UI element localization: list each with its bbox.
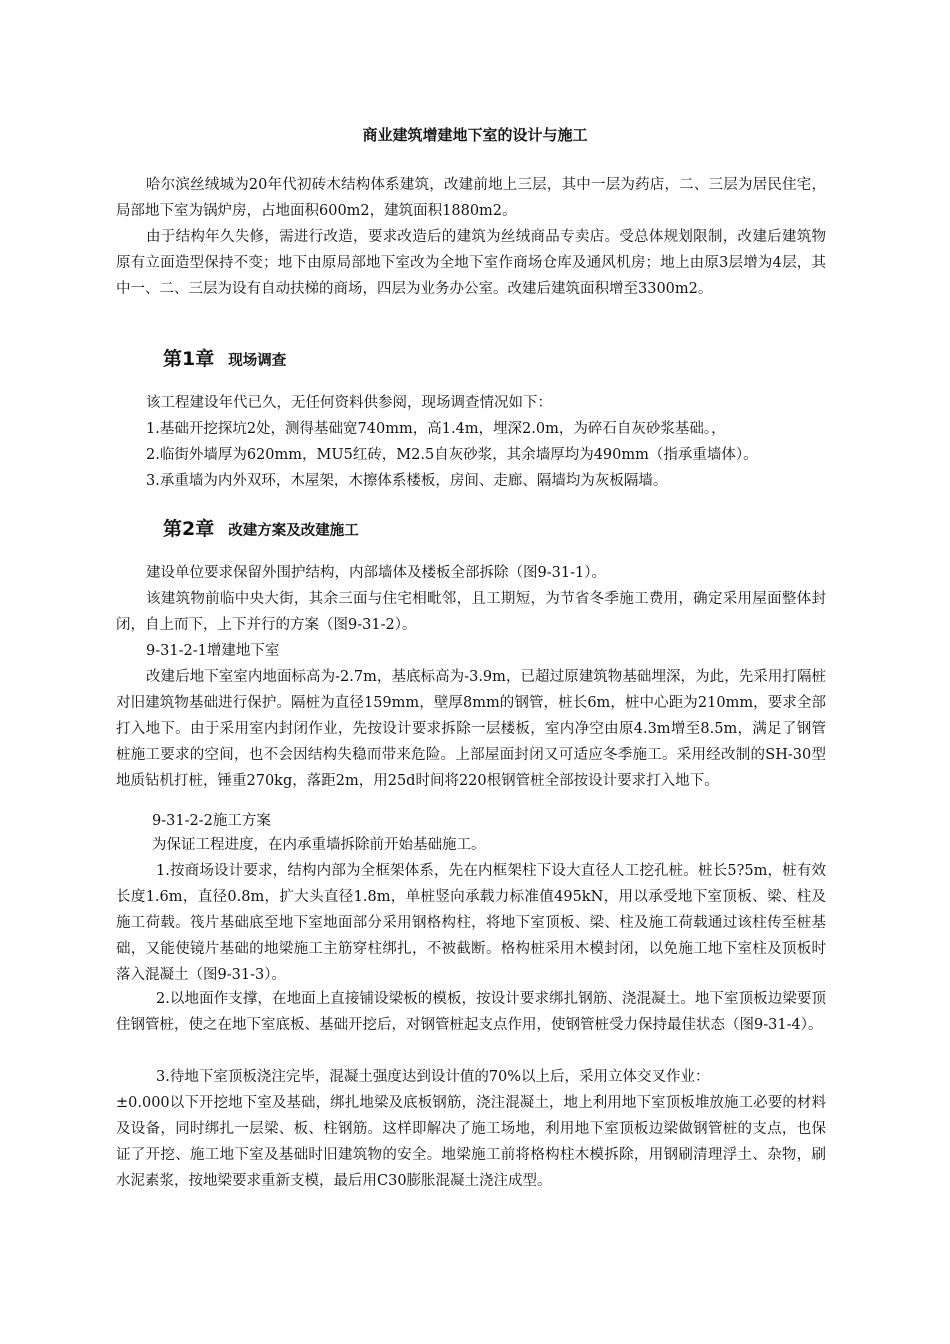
intro-paragraph-1: 哈尔滨丝绒城为20年代初砖木结构体系建筑，改建前地上三层，其中一层为药店，二、三层为居民住宅，局部地下室为锅炉房，占地面积600m2，建筑面积1880m2。 bbox=[116, 177, 826, 219]
construction-paragraph: 为保证工程进度，在内承重墙拆除前开始基础施工。 bbox=[152, 837, 486, 853]
chapter-1-title: 现场调查 bbox=[228, 353, 287, 369]
survey-item-3: 3.承重墙为内外双环，木屋架，木擦体系楼板，房间、走廊、隔墙均为灰板隔墙。 bbox=[146, 473, 668, 489]
construction-item-1: 1.按商场设计要求，结构内部为全框架体系，先在内框架柱下设大直径人工挖孔桩。桩长5?5m，桩有效长度1.6m，直径0.8m，扩大头直径1.8m，单桩竖向承载力标准值495kN，用以承受地下室顶板、梁、柱及施工荷载。筏片基础底至地下室地面部分采用钢格构柱，将地下室顶板、梁、柱及施工荷载通过该柱传至桩基础，又能使镜片基础的地梁施工主筋穿柱绑扎，不被截断。格构桩采用木模封闭，以免施工地下室柱及顶板时落入混凝土（图9-31-3）。 bbox=[116, 863, 826, 983]
basement-paragraph: 改建后地下室室内地面标高为-2.7m，基底标高为-3.9m，已超过原建筑物基础埋深，为此，先采用打隔桩对旧建筑物基础进行保护。隔桩为直径159mm，壁厚8mm的钢管，桩长6m，桩中心距为210mm，要求全部打入地下。由于采用室内封闭作业，先按设计要求拆除一层楼板，室内净空由原4.3m增至8.5m，满足了钢管桩施工要求的空间，也不会因结构失稳而带来危险。上部屋面封闭又可适应冬季施工。采用经改制的SH-30型地质钻机打桩，锤重270kg，落距2m，用25d时间将220根钢管桩全部按设计要求打入地下。 bbox=[116, 669, 826, 789]
section-heading-basement: 9-31-2-1增建地下室 bbox=[146, 643, 280, 659]
chapter-1-heading bbox=[163, 344, 286, 371]
intro-paragraph-2: 由于结构年久失修，需进行改造，要求改造后的建筑为丝绒商品专卖店。受总体规划限制，改建后建筑物原有立面造型保持不变；地下由原局部地下室改为全地下室作商场仓库及通风机房；地上由原3层增为4层，其中一、二、三层为设有自动扶梯的商场，四层为业务办公室。改建后建筑面积增至3300m2。 bbox=[116, 229, 826, 297]
chapter-2-title: 改建方案及改建施工 bbox=[228, 523, 359, 539]
construction-item-2: 2.以地面作支撑，在地面上直接铺设梁板的模板，按设计要求绑扎钢筋、浇混凝土。地下室顶板边梁要顶住钢管桩，使之在地下室底板、基础开挖后，对钢管桩起支点作用，使钢管桩受力保持最佳状态（图9-31-4）。 bbox=[116, 991, 826, 1033]
chapter-2-heading bbox=[163, 514, 359, 541]
section-heading-construction-plan: 9-31-2-2施工方案 bbox=[152, 813, 271, 829]
construction-item-3-body: ±0.000以下开挖地下室及基础，绑扎地梁及底板钢筋，浇注混凝土，地上利用地下室顶板堆放施工必要的材料及设备，同时绑扎一层梁、板、柱钢筋。这样即解决了施工场地，利用地下室顶板边梁做钢管桩的支点，也保证了开挖、施工地下室及基础时旧建筑物的安全。地梁施工前将格构柱木模拆除，用钢刷清理浮土、杂物，刷水泥素浆，按地梁要求重新支模，最后用C30膨胀混凝土浇注成型。 bbox=[116, 1095, 826, 1189]
chapter-2-number: 第2章 bbox=[163, 518, 215, 540]
survey-item-2: 2.临街外墙厚为620mm，MU5红砖，M2.5自灰砂浆，其余墙厚均为490mm（指承重墙体）。 bbox=[146, 447, 758, 463]
plan-paragraph-2: 该建筑物前临中央大街，其余三面与住宅相毗邻，且工期短，为节省冬季施工费用，确定采用屋面整体封闭，自上而下，上下并行的方案（图9-31-2）。 bbox=[116, 591, 826, 633]
chapter-1-number: 第1章 bbox=[163, 348, 215, 370]
survey-intro: 该工程建设年代已久，无任何资料供参阅，现场调查情况如下： bbox=[146, 395, 552, 411]
document-title: 商业建筑增建地下室的设计与施工 bbox=[362, 126, 588, 144]
construction-item-3-head: 3.待地下室顶板浇注完毕，混凝土强度达到设计值的70%以上后，采用立体交叉作业： bbox=[156, 1069, 710, 1085]
survey-item-1: 1.基础开挖探坑2处，测得基础宽740mm，高1.4m，埋深2.0m，为碎石自灰砂浆基础。， bbox=[146, 421, 726, 437]
plan-paragraph-1: 建设单位要求保留外围护结构，内部墙体及楼板全部拆除（图9-31-1）。 bbox=[146, 565, 606, 581]
